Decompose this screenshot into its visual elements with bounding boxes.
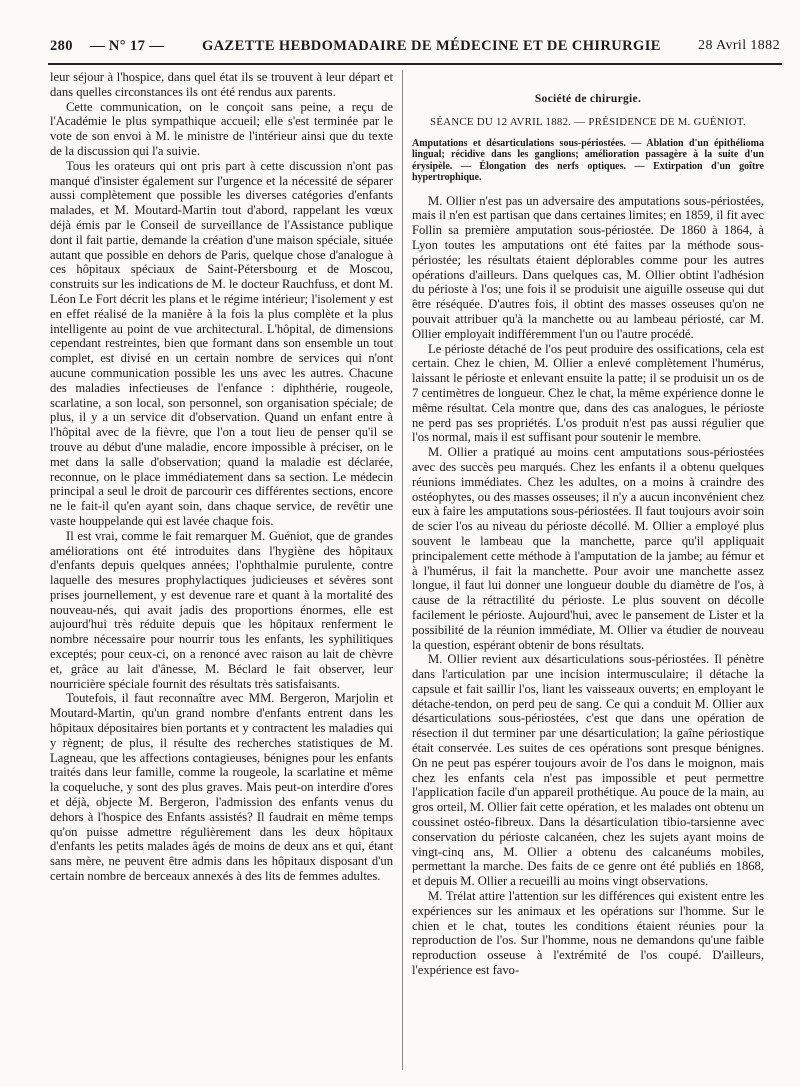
session-heading: SÉANCE DU 12 AVRIL 1882. — PRÉSIDENCE DE M. GUÉNIOT. — [430, 115, 746, 128]
right-column — [412, 70, 764, 1075]
paragraph: M. Ollier a pratiqué au moins cent amputations sous-périostées avec des succès peu marqués. Chez les enfants il a obtenu quelques réunions immédiates. Chez les adultes, on a moins à craindre des ostéophytes, ou des masses osseuses; il n'y a aucun inconvénient chez eux à faire les amputations sous-périostées. Il faut toujours avoir soin de scier l'os au niveau du périoste décollé. M. Ollier a employé plus souvent le lambeau que la manchette, parce qu'il appliquait principalement cette méthode à l'amputation de la jambe; au fémur et à l'humérus, il fait la manchette. Pour avoir une manchette assez longue, il faut lui donner une longueur double du diamètre de l'os, à cause de la rétractilité du périoste. Le plus souvent on décolle facilement le périoste. Aujourd'hui, avec le pansement de Lister et la possibilité de la réunion immédiate, M. Ollier va étudier de nouveau la question, espérant obtenir de bons résultats. — [412, 445, 764, 652]
issue-date: 28 Avril 1882 — [698, 38, 780, 53]
paragraph: Toutefois, il faut reconnaître avec MM. Bergeron, Marjolin et Moutard-Martin, qu'un grand nombre d'enfants entrent dans les hôpitaux dépositaires bien portants et y contractent les maladies qui y règnent; de plus, il résulte des recherches statistiques de M. Lagneau, que les affections contagieuses, bénignes pour les enfants traités dans leur famille, comme la rougeole, la scarlatine et même la coqueluche, y sont des plus graves. Mais peut-on interdire d'ores et déjà, objecte M. Bergeron, l'admission des enfants venus du dehors à l'hospice des Enfants assistés? Il faudrait en même temps qu'on puisse admettre régulièrement dans les deux hôpitaux d'enfants les petits malades âgés de moins de deux ans et qui, étant sans mère, ne peuvent être admis dans les hôpitaux disposant d'un certain nombre de berceaux annexés à des lits de femmes adultes. — [50, 691, 393, 884]
paragraph: Le périoste détaché de l'os peut produire des ossifications, cela est certain. Chez le chien, M. Ollier a enlevé complètement l'humérus, laissant le périoste et enlevant ensuite la patte; il se produisit un os de 7 centimètres de longueur. Chez le chat, la même expérience donne le même résultat. Cela montre que, dans des cas analogues, le périoste ne perd pas ses propriétés. L'os produit n'est pas aussi régulier que l'os normal, mais il est suffisant pour soutenir le membre. — [412, 341, 764, 445]
paragraph: Il est vrai, comme le fait remarquer M. Guéniot, que de grandes améliorations ont été introduites dans l'hygiène des hôpitaux d'enfants depuis quelques années; l'ophthalmie purulente, contre laquelle des mesures prophylactiques judicieuses et sévères sont prises journellement, y est devenue rare et quant à la mortalité des nouveau-nés, qui avait jadis des proportions énormes, elle est aujourd'hui très réduite depuis que les hôpitaux renferment le nombre nécessaire pour nourrir tous les enfants, les syphilitiques exceptés; pour ceux-ci, on a renoncé avec raison au lait de chèvre et, grâce au lait d'ânesse, M. Béclard le fait observer, leur nourricière spéciale fournit des résultats très satisfaisants. — [50, 528, 393, 691]
paragraph: M. Trélat attire l'attention sur les différences qui existent entre les expériences sur les animaux et les opérations sur l'homme. Sur le chien et le chat, toutes les conditions étaient réunies pour la reproduction de l'os. Sur l'homme, nous ne demandons qu'une faible reproduction osseuse à l'extrémité de l'os coupé. D'ailleurs, l'expérience est favo- — [412, 889, 764, 978]
paragraph: M. Ollier n'est pas un adversaire des amputations sous-périostées, mais il n'en est partisan que dans certaines limites; en 1859, il fit avec Follin sa première amputation sous-périostée. De 1860 à 1864, à Lyon toutes les amputations ont été faites par la méthode sous-périostée; les résultats étaient déplorables comme pour les autres opérations d'ailleurs. Dans quelques cas, M. Ollier obtint l'adhésion du périoste à l'os; une fois il se produisit une aiguille osseuse qui dut être réséquée. D'autres fois, il obtint des masses osseuses qu'on ne pouvait attribuer qu'à la manchette ou au lambeau périosté, car M. Ollier employait indifféremment l'un ou l'autre procédé. — [412, 193, 764, 341]
left-column — [50, 70, 393, 1075]
paragraph: M. Ollier revient aux désarticulations sous-périostées. Il pénètre dans l'articulation par une incision intermusculaire; il détache la capsule et fait saillir l'os, liant les vaisseaux ouverts; en employant le détache-tendon, on perd peu de sang. Ce qui a conduit M. Ollier aux désarticulations sous-périostées, c'est que dans une opération de résection il dut terminer par une désarticulation; la gaîne périostique était conservée. Les suites de ces opérations sont presque bénignes. On ne peut pas espérer toujours avoir de l'os dans le moignon, mais chez les enfants cela n'est pas impossible et peut permettre l'application facile d'un appareil prothétique. Au pouce de la main, au gros orteil, M. Ollier fait cette opération, et les malades ont obtenu un coussinet ostéo-fibreux. Dans la désarticulation tibio-tarsienne avec conservation du périoste calcanéen, chez les sujets ayant moins de vingt-cinq ans, M. Ollier a obtenu des calcanéums mobiles, permettant la marche. Des faits de ce genre ont été publiés en 1868, et depuis M. Ollier a recueilli au moins vingt observations. — [412, 652, 764, 889]
session-summary: Amputations et désarticulations sous-périostées. — Ablation d'un épithélioma lingual; récidive dans les ganglions; amélioration passagère à la suite d'un érysipèle. — Élongation des nerfs optiques. — Extirpation d'un goître hypertrophique. — [412, 137, 764, 184]
paragraph: Cette communication, on le conçoit sans peine, a reçu de l'Académie le plus sympathique accueil; elle s'est terminée par le vote de son envoi à M. le ministre de l'intérieur ainsi que du texte de la discussion qui l'a suivie. — [50, 99, 393, 158]
running-header — [50, 38, 780, 60]
column-divider — [402, 70, 403, 1070]
paragraph: Tous les orateurs qui ont pris part à cette discussion n'ont pas manqué d'insister également sur l'urgence et la nécessité de séparer aussi complètement que possible les diverses catégories d'enfants malades, et M. Moutard-Martin tout d'abord, rappelant les vœux déjà émis par le Conseil de surveillance de l'Assistance publique dont il fait partie, demande la création d'une maison spéciale, située autant que possible en dehors de Paris, quelque chose d'analogue à ces hôpitaux spéciaux de Saint-Pétersbourg et de Moscou, construits sur les indications de M. le docteur Rauchfuss, et dont M. Léon Le Fort décrit les plans et le régime intérieur; l'isolement y est en effet réalisé de la manière à la fois la plus complète et la plus intelligente au point de vue architectural. L'hôpital, de dimensions cependant restreintes, bien que formant dans son ensemble un tout complet, est divisé en un certain nombre de services qui n'ont aucune communication possible les uns avec les autres. Chacune des maladies infectieuses de l'enfance : diphthérie, rougeole, scarlatine, a son local, son personnel, son organisation spéciale; de plus, il y a un service dit d'observation. Quand un enfant entre à l'hôpital avec de la fièvre, que l'on a tout lieu de penser qu'il se trouve au début d'une maladie, encore impossible à préciser, on le met dans la salle d'observation; quand la maladie est déclarée, reconnue, on le place immédiatement dans sa section. Le médecin principal a seul le droit de parcourir ces différentes sections, encore ne le fait-il qu'en ayant soin, dans chaque service, de revêtir une vaste houppelande qui est lavée chaque fois. — [50, 158, 393, 528]
journal-title: GAZETTE HEBDOMADAIRE DE MÉDECINE ET DE CHIRURGIE — [202, 38, 661, 54]
header-rule — [48, 63, 782, 65]
page-number: 280 — [50, 38, 73, 54]
issue-number: — N° 17 — — [90, 38, 165, 54]
section-title: Société de chirurgie. — [534, 93, 642, 105]
paragraph: leur séjour à l'hospice, dans quel état ils se trouvent à leur départ et dans quelles circonstances ils ont été rendus aux parents. — [50, 70, 393, 99]
